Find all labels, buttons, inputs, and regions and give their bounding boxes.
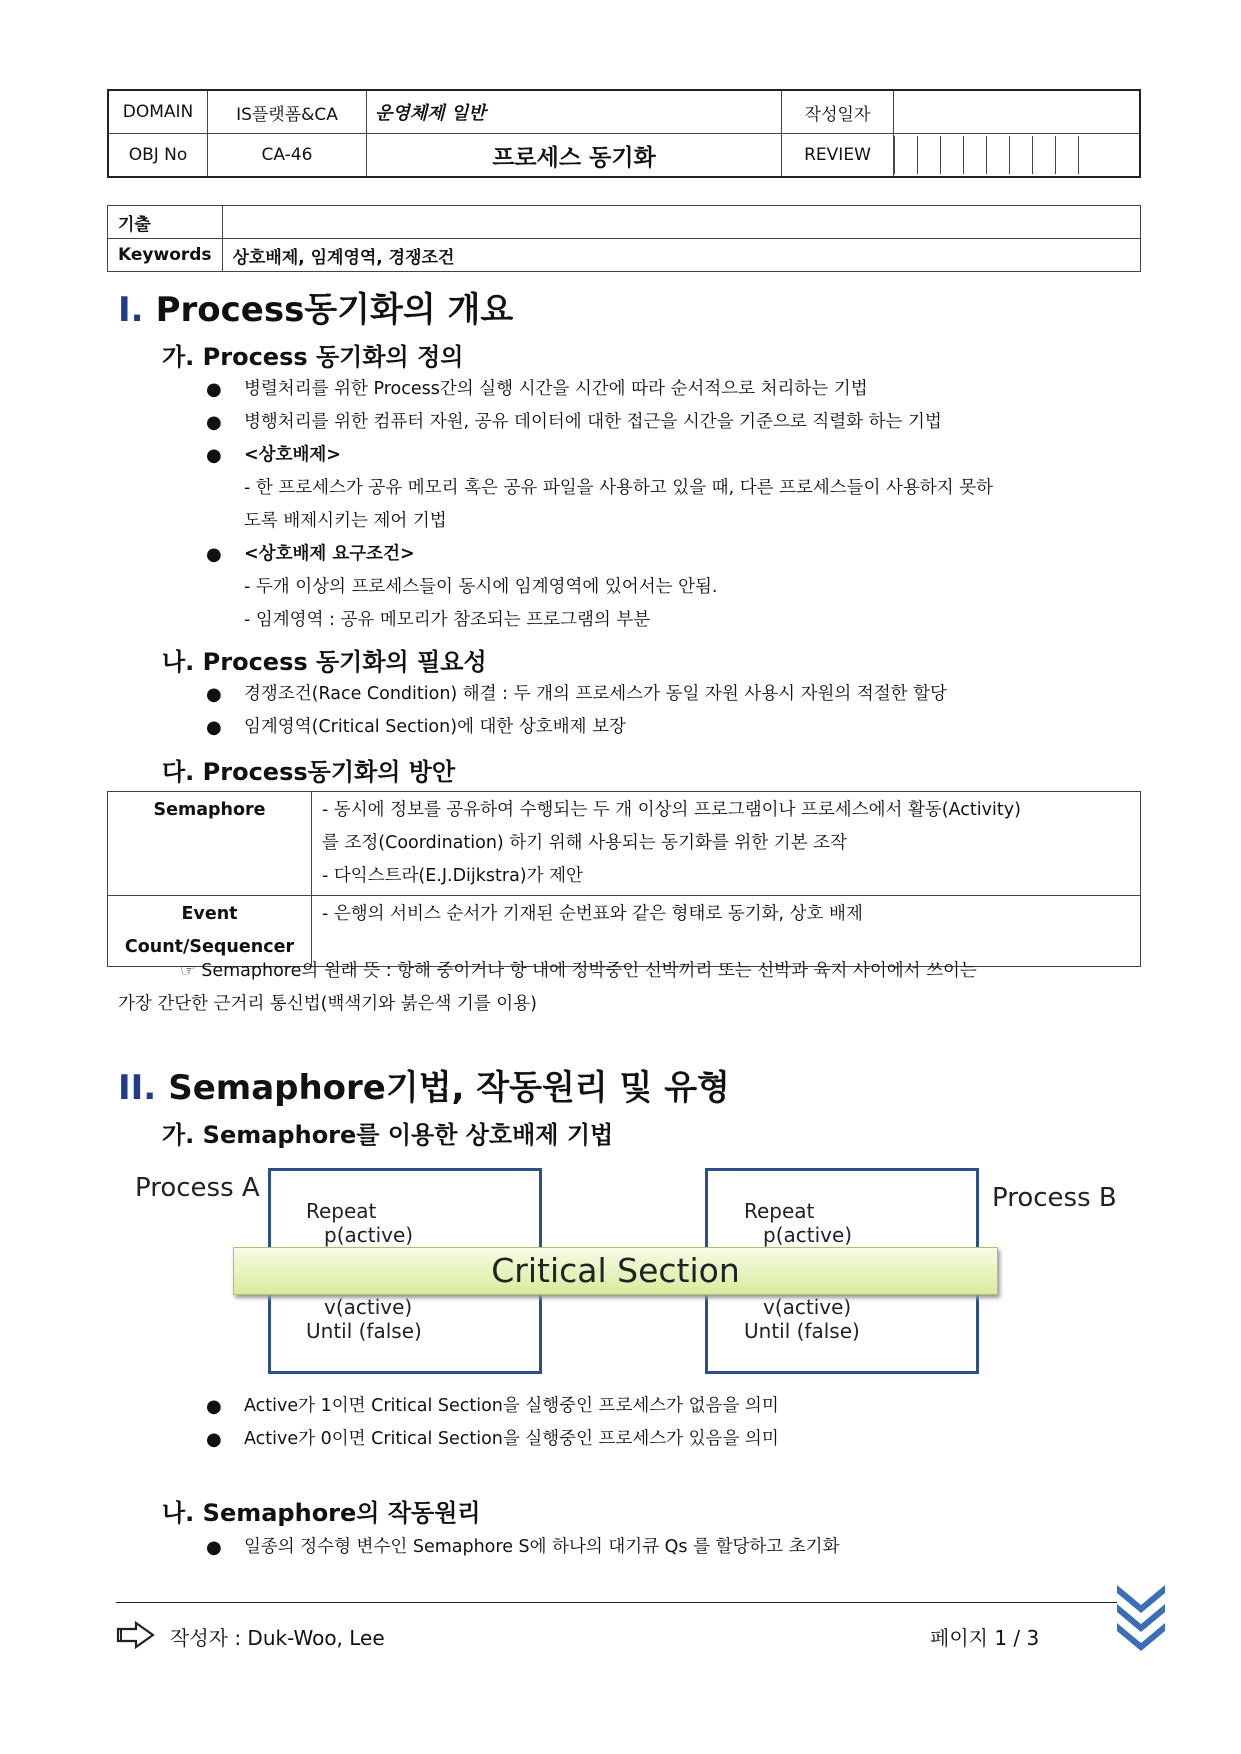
v-active-text: v(active)	[763, 1295, 852, 1319]
semaphore-desc: - 동시에 정보를 공유하여 수행되는 두 개 이상의 프로그램이나 프로세스에서 활동(Activity) 를 조정(Coordination) 하기 위해 사용되는 동기화를 위한 기본 조작 - 다익스트라(E.J.Dijkstra)가 제안	[312, 792, 1141, 896]
author: 작성자 : Duk-Woo, Lee	[170, 1626, 385, 1650]
list-item: ● 임계영역(Critical Section)에 대한 상호배제 보장	[206, 717, 626, 738]
repeat-text: Repeat	[744, 1199, 815, 1223]
footer-divider	[116, 1602, 1117, 1603]
domain-label: DOMAIN	[108, 90, 208, 134]
subject: 운영체제 일반	[367, 90, 782, 134]
methods-table	[107, 791, 1141, 967]
sub-text: - 한 프로세스가 공유 메모리 혹은 공유 파일을 사용하고 있을 때, 다른 프로세스들이 사용하지 못하	[244, 478, 994, 498]
repeat-text: Repeat	[306, 1199, 377, 1223]
doc-title: 프로세스 동기화	[367, 134, 782, 178]
process-b-label: Process B	[992, 1183, 1117, 1213]
semaphore-label: Semaphore	[108, 792, 312, 896]
section1b-title: 나. Process 동기화의 필요성	[162, 648, 487, 676]
sub-text: 도록 배제시키는 제어 기법	[244, 511, 447, 531]
page-number: 페이지 1 / 3	[930, 1626, 1040, 1650]
arrow-right-icon	[116, 1620, 156, 1650]
list-item: ● <상호배제>	[206, 445, 341, 466]
list-item: ● 병행처리를 위한 컴퓨터 자원, 공유 데이터에 대한 접근을 시간을 기준으로 직렬화 하는 기법	[206, 412, 942, 433]
sub-text: - 두개 이상의 프로세스들이 동시에 임계영역에 있어서는 안됨.	[244, 577, 718, 597]
list-item: ● Active가 1이면 Critical Section을 실행중인 프로세스가 없음을 의미	[206, 1396, 779, 1417]
header-table	[107, 89, 1141, 178]
section2-title: II. Semaphore기법, 작동원리 및 유형	[118, 1068, 730, 1108]
exam-label: 기출	[108, 206, 223, 239]
critical-section-bar: Critical Section	[233, 1247, 998, 1295]
list-item: ● <상호배제 요구조건>	[206, 544, 415, 565]
sub-text: - 임계영역 : 공유 메모리가 참조되는 프로그램의 부분	[244, 610, 651, 630]
obj-label: OBJ No	[108, 134, 208, 178]
chevron-down-icon	[1115, 1583, 1167, 1655]
section2a-title: 가. Semaphore를 이용한 상호배제 기법	[162, 1121, 614, 1149]
obj-value: CA-46	[208, 134, 367, 178]
section2b-title: 나. Semaphore의 작동원리	[162, 1499, 481, 1527]
keywords-label: Keywords	[108, 239, 223, 272]
section1-title: I. Process동기화의 개요	[118, 290, 514, 330]
section1c-title: 다. Process동기화의 방안	[162, 758, 456, 786]
list-item: ● 일종의 정수형 변수인 Semaphore S에 하나의 대기큐 Qs 를 할당하고 초기화	[206, 1537, 840, 1558]
p-active-text: p(active)	[763, 1223, 853, 1247]
exam-value	[222, 206, 1140, 239]
note-text: ☞ Semaphore의 원래 뜻 : 항해 중이거나 항 내에 정박중인 선박끼리 또는 선박과 육지 사이에서 쓰이는	[180, 961, 977, 981]
until-text: Until (false)	[306, 1319, 422, 1343]
process-a-label: Process A	[135, 1173, 260, 1203]
keywords-table	[107, 205, 1141, 272]
note-text: 가장 간단한 근거리 통신법(백색기와 붉은색 기를 이용)	[118, 994, 537, 1014]
review-label: REVIEW	[782, 134, 894, 178]
list-item: ● 경쟁조건(Race Condition) 해결 : 두 개의 프로세스가 동일 자원 사용시 자원의 적절한 할당	[206, 684, 947, 705]
list-item: ● Active가 0이면 Critical Section을 실행중인 프로세스가 있음을 의미	[206, 1429, 779, 1450]
list-item: ● 병렬처리를 위한 Process간의 실행 시간을 시간에 따라 순서적으로 처리하는 기법	[206, 379, 868, 400]
date-label: 작성일자	[782, 90, 894, 134]
event-count-desc: - 은행의 서비스 순서가 기재된 순번표와 같은 형태로 동기화, 상호 배제	[312, 896, 1141, 967]
review-grid	[894, 134, 1141, 178]
domain-value: IS플랫폼&CA	[208, 90, 367, 134]
p-active-text: p(active)	[324, 1223, 414, 1247]
event-count-label: Event Count/Sequencer	[108, 896, 312, 967]
keywords-value: 상호배제, 임계영역, 경쟁조건	[222, 239, 1140, 272]
v-active-text: v(active)	[324, 1295, 413, 1319]
until-text: Until (false)	[744, 1319, 860, 1343]
section1a-title: 가. Process 동기화의 정의	[162, 343, 464, 371]
date-value	[894, 90, 1141, 134]
